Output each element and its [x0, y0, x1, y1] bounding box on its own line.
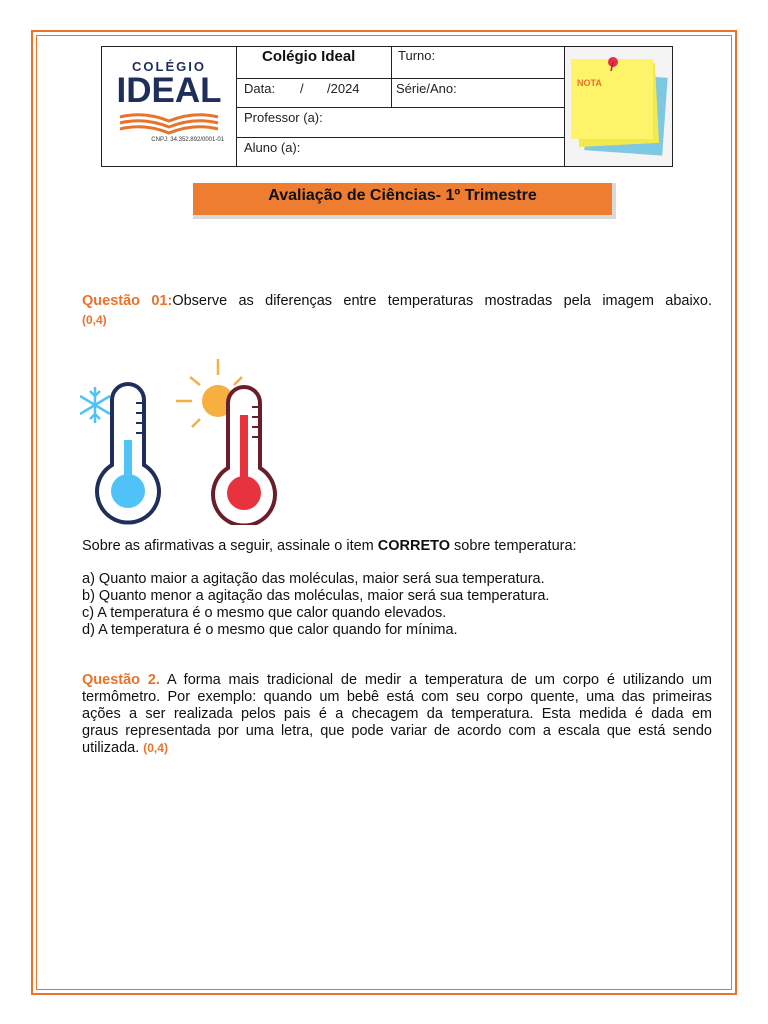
teacher-label: Professor (a):: [244, 110, 323, 125]
q1-text: Observe as diferenças entre temperaturas mostradas pela imagem abaixo.: [172, 293, 713, 309]
date-separator: /: [300, 81, 304, 96]
q1-option-c: c) A temperatura é o mesmo que calor quando elevados.: [82, 605, 447, 621]
school-logo: [102, 47, 237, 166]
q1-points: (0,4): [82, 313, 107, 327]
q1-label: Questão 01:: [82, 293, 173, 309]
q1-option-b: b) Quanto menor a agitação das moléculas, maior será sua temperatura.: [82, 588, 550, 604]
grade-label: Série/Ano:: [396, 81, 457, 96]
q2-label: Questão 2.: [82, 672, 160, 688]
q1-prompt-before: Sobre as afirmativas a seguir, assinale o item: [82, 538, 378, 554]
student-label: Aluno (a):: [244, 140, 301, 155]
q1-prompt: [82, 538, 577, 555]
date-label: Data:: [244, 81, 276, 96]
logo-main-text: IDEAL: [116, 71, 222, 110]
q2-line-3: ações a ser realizada pelos pais é a checagem da temperatura. Esta medida é dada em: [82, 706, 712, 722]
logo-top-text: COLÉGIO: [132, 59, 206, 74]
snowflake-icon: [80, 387, 110, 423]
grade-note-label: NOTA: [577, 78, 602, 88]
q2-line-4: graus representada por uma letra, que pode variar de acordo com a escala que está sendo: [82, 723, 712, 739]
divider: [236, 107, 564, 108]
date-year: /2024: [327, 81, 360, 96]
logo-cnpj: CNPJ: 34.352.892/0001-01: [151, 137, 224, 143]
q1-prompt-bold: CORRETO: [377, 538, 451, 554]
q1-option-a: a) Quanto maior a agitação das moléculas, maior será sua temperatura.: [82, 571, 545, 587]
q1-option-d: d) A temperatura é o mesmo que calor quando for mínima.: [82, 622, 458, 638]
open-book-icon: [118, 111, 220, 135]
q2-line-1: [82, 672, 712, 689]
cold-thermometer-icon: [97, 384, 159, 523]
thermometers-illustration: [80, 355, 280, 525]
q1-statement: [82, 293, 712, 310]
q2-line-2: termômetro. Por exemplo: quando um bebê está com seu corpo quente, uma das primeiras: [82, 689, 712, 705]
divider: [236, 137, 564, 138]
q2-points: (0,4): [143, 741, 168, 755]
exam-title-banner: [193, 183, 616, 219]
school-name: Colégio Ideal: [262, 48, 356, 65]
divider: [236, 78, 564, 79]
sticky-note-icon: [565, 47, 672, 166]
q2-line-1-text: A forma mais tradicional de medir a temperatura de um corpo é utilizando um: [159, 672, 712, 688]
q1-prompt-after: sobre temperatura:: [450, 538, 577, 554]
exam-title: Avaliação de Ciências- 1º Trimestre: [268, 187, 537, 204]
shift-label: Turno:: [398, 48, 436, 63]
q2-last-line: utilizada.: [82, 740, 144, 756]
q2-line-5: [82, 740, 168, 757]
header-table: [101, 46, 673, 167]
grade-note-box: [565, 47, 672, 166]
